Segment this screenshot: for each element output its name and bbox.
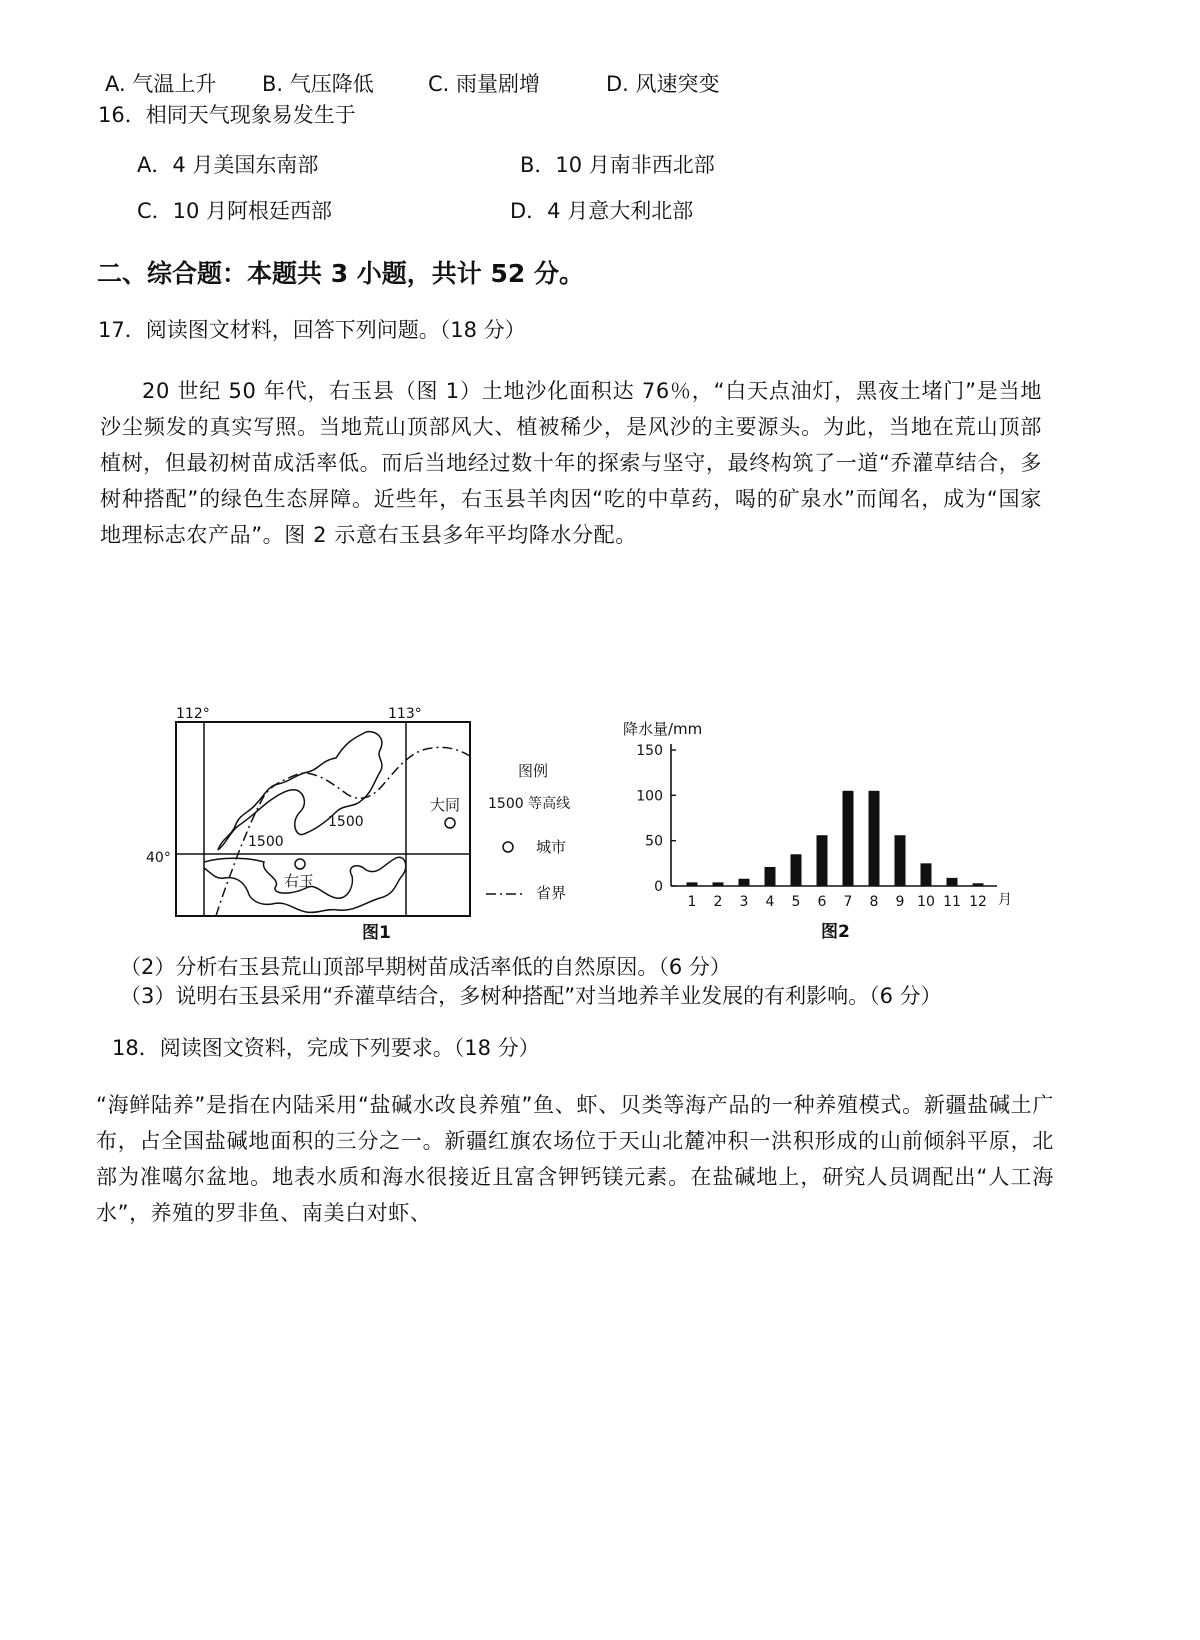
chart-bar-month-11 bbox=[947, 878, 958, 886]
chart-x-tick-label: 7 bbox=[843, 894, 853, 910]
chart-bar-month-9 bbox=[895, 835, 906, 886]
chart-x-tick-label: 8 bbox=[869, 894, 879, 910]
chart-bar-month-8 bbox=[869, 791, 880, 886]
contour-line-north bbox=[218, 732, 382, 850]
figure-2-caption: 图2 bbox=[821, 922, 850, 942]
q17-paragraph bbox=[100, 373, 1042, 553]
label-lat-40: 40° bbox=[146, 850, 171, 866]
legend-boundary-label: 省界 bbox=[536, 884, 567, 902]
q17-sub3: （3）说明右玉县采用“乔灌草结合，多树种搭配”对当地养羊业发展的有利影响。（6 分） bbox=[120, 984, 942, 1008]
q16-option-c: C．10 月阿根廷西部 bbox=[137, 199, 333, 223]
q17-paragraph-text: 20 世纪 50 年代，右玉县（图 1）土地沙化面积达 76％，“白天点油灯，黑夜土堵门”是当地沙尘频发的真实写照。当地荒山顶部风大、植被稀少，是风沙的主要源头。为此，当地在荒山顶部植树，但最初树苗成活率低。而后当地经过数十年的探索与坚守，最终构筑了一道“乔灌草结合，多树种搭配”的绿色生态屏障。近些年，右玉县羊肉因“吃的中草药，喝的矿泉水”而闻名，成为“国家地理标志农产品”。图 2 示意右玉县多年平均降水分配。 bbox=[100, 379, 1042, 547]
chart-x-tick-label: 2 bbox=[713, 894, 723, 910]
chart-bar-month-1 bbox=[687, 882, 698, 886]
chart-x-tick-label: 9 bbox=[895, 894, 905, 910]
q15-option-d: D. 风速突变 bbox=[606, 72, 720, 96]
q18-paragraph-text: “海鲜陆养”是指在内陆采用“盐碱水改良养殖”鱼、虾、贝类等海产品的一种养殖模式。新疆盐碱土广布，占全国盐碱地面积的三分之一。新疆红旗农场位于天山北麓冲积一洪积形成的山前倾斜平原，北部为准噶尔盆地。地表水质和海水很接近且富含钾钙镁元素。在盐碱地上，研究人员调配出“人工海水”，养殖的罗非鱼、南美白对虾、 bbox=[96, 1093, 1054, 1225]
legend-title: 图例 bbox=[518, 762, 549, 780]
chart-bar-month-4 bbox=[765, 867, 776, 886]
chart-bar-month-12 bbox=[973, 883, 984, 886]
q16-option-b: B．10 月南非西北部 bbox=[520, 153, 715, 177]
q16-stem: 16．相同天气现象易发生于 bbox=[98, 103, 356, 127]
chart-xlabel: 月 bbox=[998, 892, 1012, 908]
chart-bar-month-5 bbox=[791, 854, 802, 886]
q15-option-c: C. 雨量剧增 bbox=[428, 72, 541, 96]
figure-2-chart bbox=[615, 712, 1035, 948]
province-boundary bbox=[216, 747, 470, 916]
chart-bar-month-2 bbox=[713, 882, 724, 886]
q16-option-a: A．4 月美国东南部 bbox=[137, 153, 319, 177]
chart-bar-month-10 bbox=[921, 863, 932, 886]
figure-1-map bbox=[140, 700, 620, 950]
chart-y-tick-label: 50 bbox=[645, 833, 663, 850]
chart-y-tick-label: 100 bbox=[636, 788, 663, 805]
chart-x-tick-label: 3 bbox=[739, 894, 749, 910]
chart-x-tick-label: 5 bbox=[791, 894, 801, 910]
chart-x-tick-label: 12 bbox=[969, 894, 987, 910]
label-city-datong: 大同 bbox=[430, 796, 461, 814]
label-contour-1500-south: 1500 bbox=[248, 834, 284, 850]
q18-paragraph bbox=[96, 1087, 1054, 1231]
chart-x-tick-label: 6 bbox=[817, 894, 827, 910]
chart-x-tick-label: 1 bbox=[687, 894, 697, 910]
legend-city-symbol bbox=[503, 842, 513, 852]
chart-x-tick-label: 11 bbox=[943, 894, 961, 910]
chart-y-tick-label: 150 bbox=[636, 743, 663, 759]
chart-y-tick-label: 0 bbox=[654, 879, 663, 895]
chart-bar-month-7 bbox=[843, 791, 854, 886]
chart-bar-month-3 bbox=[739, 879, 750, 886]
label-contour-1500-north: 1500 bbox=[328, 814, 364, 830]
q18-stem: 18．阅读图文资料，完成下列要求。（18 分） bbox=[112, 1036, 540, 1060]
q17-stem: 17．阅读图文材料，回答下列问题。（18 分） bbox=[98, 318, 526, 342]
city-youyu-marker bbox=[295, 859, 305, 869]
legend-contour-label: 1500 等高线 bbox=[488, 796, 571, 812]
chart-x-tick-label: 4 bbox=[765, 894, 775, 910]
label-lon-113: 113° bbox=[388, 706, 422, 722]
city-datong-marker bbox=[445, 818, 455, 828]
legend-city-label: 城市 bbox=[536, 838, 567, 856]
section-heading: 二、综合题：本题共 3 小题，共计 52 分。 bbox=[97, 259, 585, 288]
q15-option-b: B. 气压降低 bbox=[262, 72, 374, 96]
chart-ylabel: 降水量/mm bbox=[623, 720, 703, 738]
label-lon-112: 112° bbox=[176, 706, 210, 722]
chart-x-tick-label: 10 bbox=[917, 894, 935, 910]
label-city-youyu: 右玉 bbox=[284, 872, 315, 890]
chart-bar-month-6 bbox=[817, 835, 828, 886]
figure-1-caption: 图1 bbox=[362, 923, 391, 943]
q17-sub2: （2）分析右玉县荒山顶部早期树苗成活率低的自然原因。（6 分） bbox=[120, 955, 731, 979]
q15-option-a: A. 气温上升 bbox=[105, 72, 217, 96]
q16-option-d: D．4 月意大利北部 bbox=[510, 199, 694, 223]
map-frame bbox=[176, 722, 470, 916]
